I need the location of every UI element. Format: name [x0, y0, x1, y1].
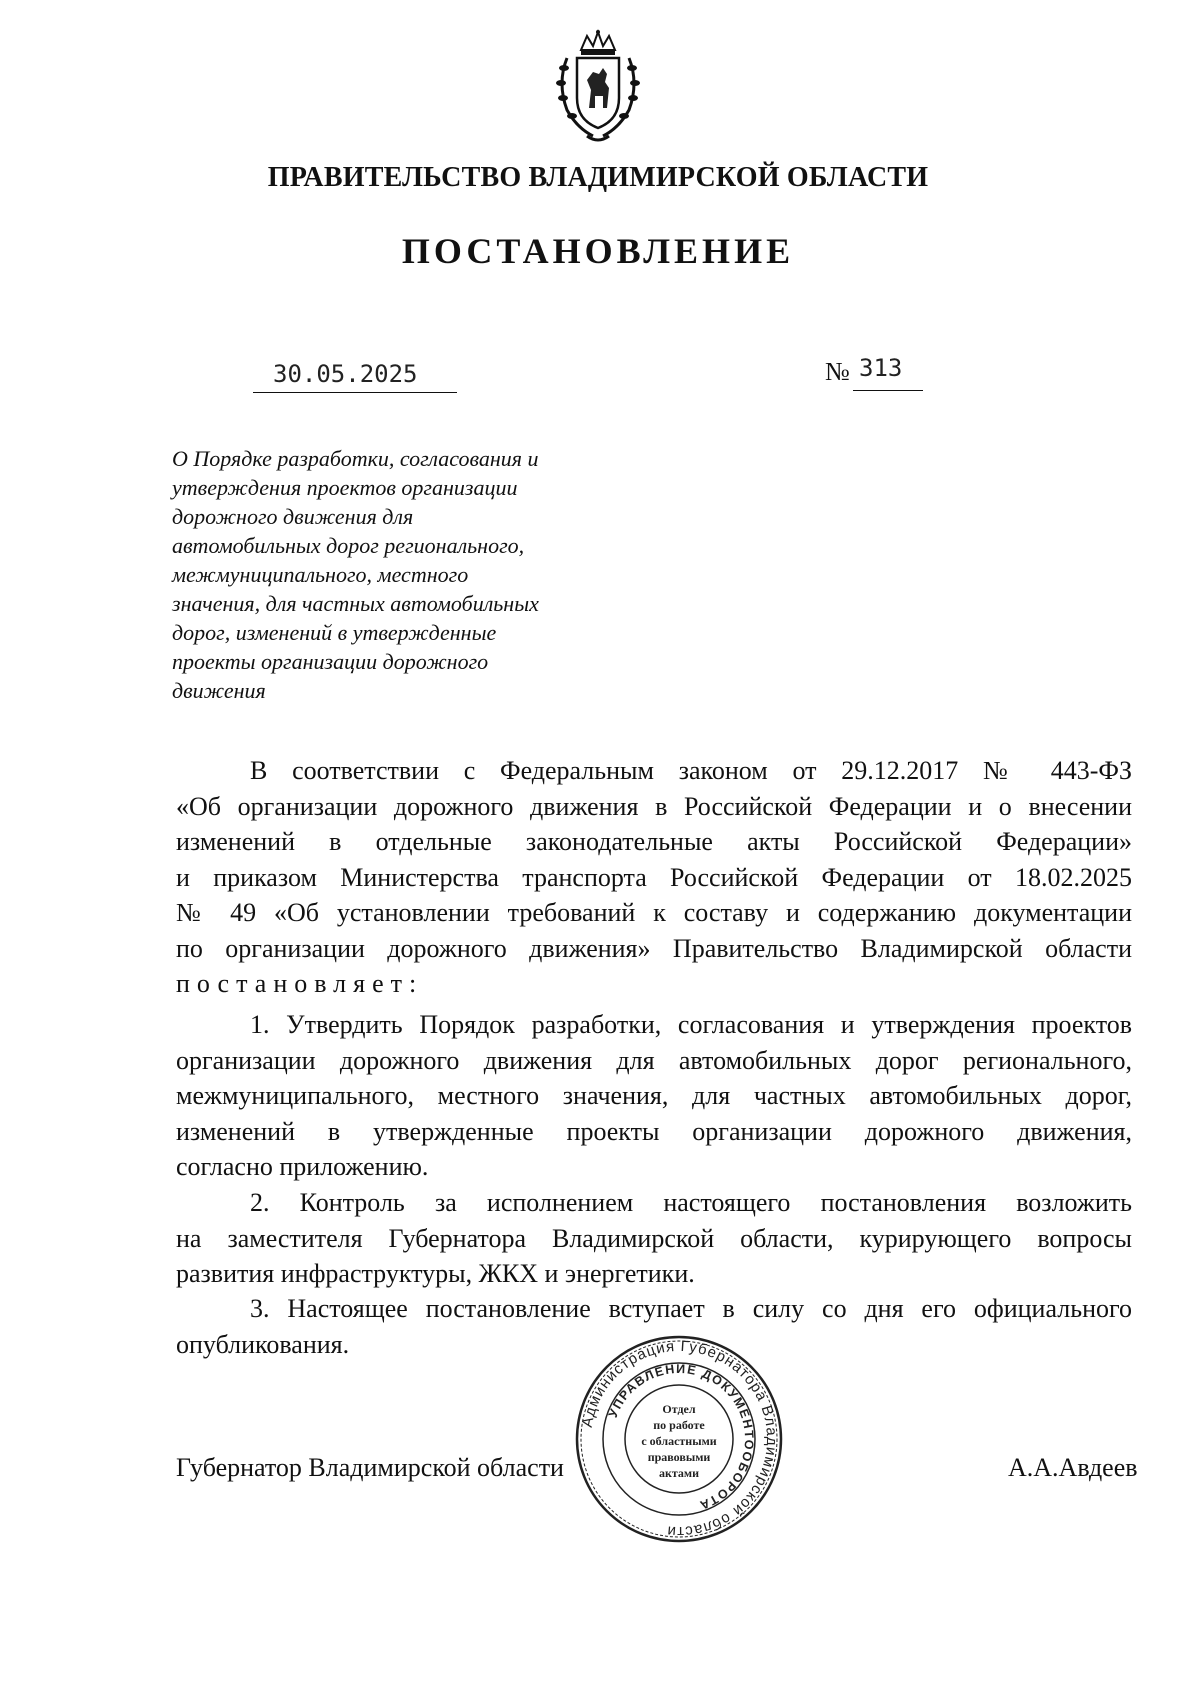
document-number: 313 — [859, 354, 903, 382]
subject-line: дорог, изменений в утвержденные — [172, 620, 497, 645]
stamp-center-line: по работе — [653, 1418, 705, 1432]
paragraph-line: согласно приложению. — [176, 1152, 429, 1181]
stamp-center-line: Отдел — [662, 1402, 696, 1416]
coat-of-arms-emblem — [537, 28, 659, 150]
paragraph-line: изменений в отдельные законодательные акты Российской Федерации» — [176, 827, 1132, 856]
organization-title: ПРАВИТЕЛЬСТВО ВЛАДИМИРСКОЙ ОБЛАСТИ — [267, 162, 929, 193]
paragraph-line: и приказом Министерства транспорта Российской Федерации от 18.02.2025 — [176, 862, 1132, 892]
item-2-paragraph — [176, 1185, 1132, 1292]
paragraph-line: опубликования. — [176, 1329, 350, 1359]
subject-line: автомобильных дорог регионального, — [172, 533, 525, 558]
paragraph-line: организации дорожного движения для автомобильных дорог регионального, — [176, 1045, 1132, 1075]
number-field — [853, 354, 923, 391]
subject-line: О Порядке разработки, согласования и — [172, 446, 539, 471]
paragraph-line: 1. Утвердить Порядок разработки, согласования и утверждения проектов — [250, 1010, 1132, 1039]
date-field — [253, 360, 457, 393]
paragraph-line: изменений в утвержденные проекты организации дорожного движения, — [176, 1116, 1132, 1146]
stamp-center-line: с областными — [641, 1434, 717, 1448]
subject-line: дорожного движения для — [172, 504, 414, 529]
paragraph-line: № 49 «Об установлении требований к составу и содержанию документации — [176, 898, 1132, 927]
paragraph-line: «Об организации дорожного движения в Российской Федерации и о внесении — [176, 791, 1132, 821]
stamp-center-line: актами — [658, 1466, 700, 1480]
signatory-position: Губернатор Владимирской области — [176, 1453, 564, 1482]
number-sign: № — [825, 357, 850, 386]
subject-line: утверждения проектов организации — [172, 475, 518, 500]
paragraph-line: развития инфраструктуры, ЖКХ и энергетики. — [176, 1259, 695, 1288]
preamble-paragraph — [176, 753, 1132, 1002]
official-stamp — [573, 1333, 785, 1545]
paragraph-line: на заместителя Губернатора Владимирской области, курирующего вопросы — [176, 1223, 1132, 1253]
stamp-center-line: правовыми — [647, 1450, 711, 1464]
document-type-title: ПОСТАНОВЛЕНИЕ — [401, 231, 795, 271]
subject-line: движения — [172, 678, 266, 703]
paragraph-line: межмуниципального, местного значения, для частных автомобильных дорог, — [176, 1081, 1132, 1110]
subject-line: проекты организации дорожного — [172, 649, 489, 674]
paragraph-line: В соответствии с Федеральным законом от 29.12.2017 № 443-ФЗ — [250, 756, 1132, 785]
subject-block — [172, 444, 622, 705]
subject-line: межмуниципального, местного — [172, 562, 469, 587]
paragraph-line: по организации дорожного движения» Правительство Владимирской области — [176, 933, 1132, 963]
stamp-outer-text: Администрация Губернатора Владимирской области — [578, 1337, 781, 1541]
document-date: 30.05.2025 — [273, 360, 418, 388]
signatory-name: А.А.Авдеев — [1008, 1453, 1138, 1482]
subject-line: значения, для частных автомобильных — [172, 591, 539, 616]
stamp-inner-text: УПРАВЛЕНИЕ ДОКУМЕНТООБОРОТА — [605, 1361, 757, 1513]
item-1-paragraph — [176, 1007, 1132, 1185]
paragraph-line: 2. Контроль за исполнением настоящего постановления возложить — [250, 1188, 1132, 1217]
paragraph-line: 3. Настоящее постановление вступает в силу со дня его официального — [250, 1294, 1132, 1323]
paragraph-line: постановляет: — [176, 969, 424, 998]
